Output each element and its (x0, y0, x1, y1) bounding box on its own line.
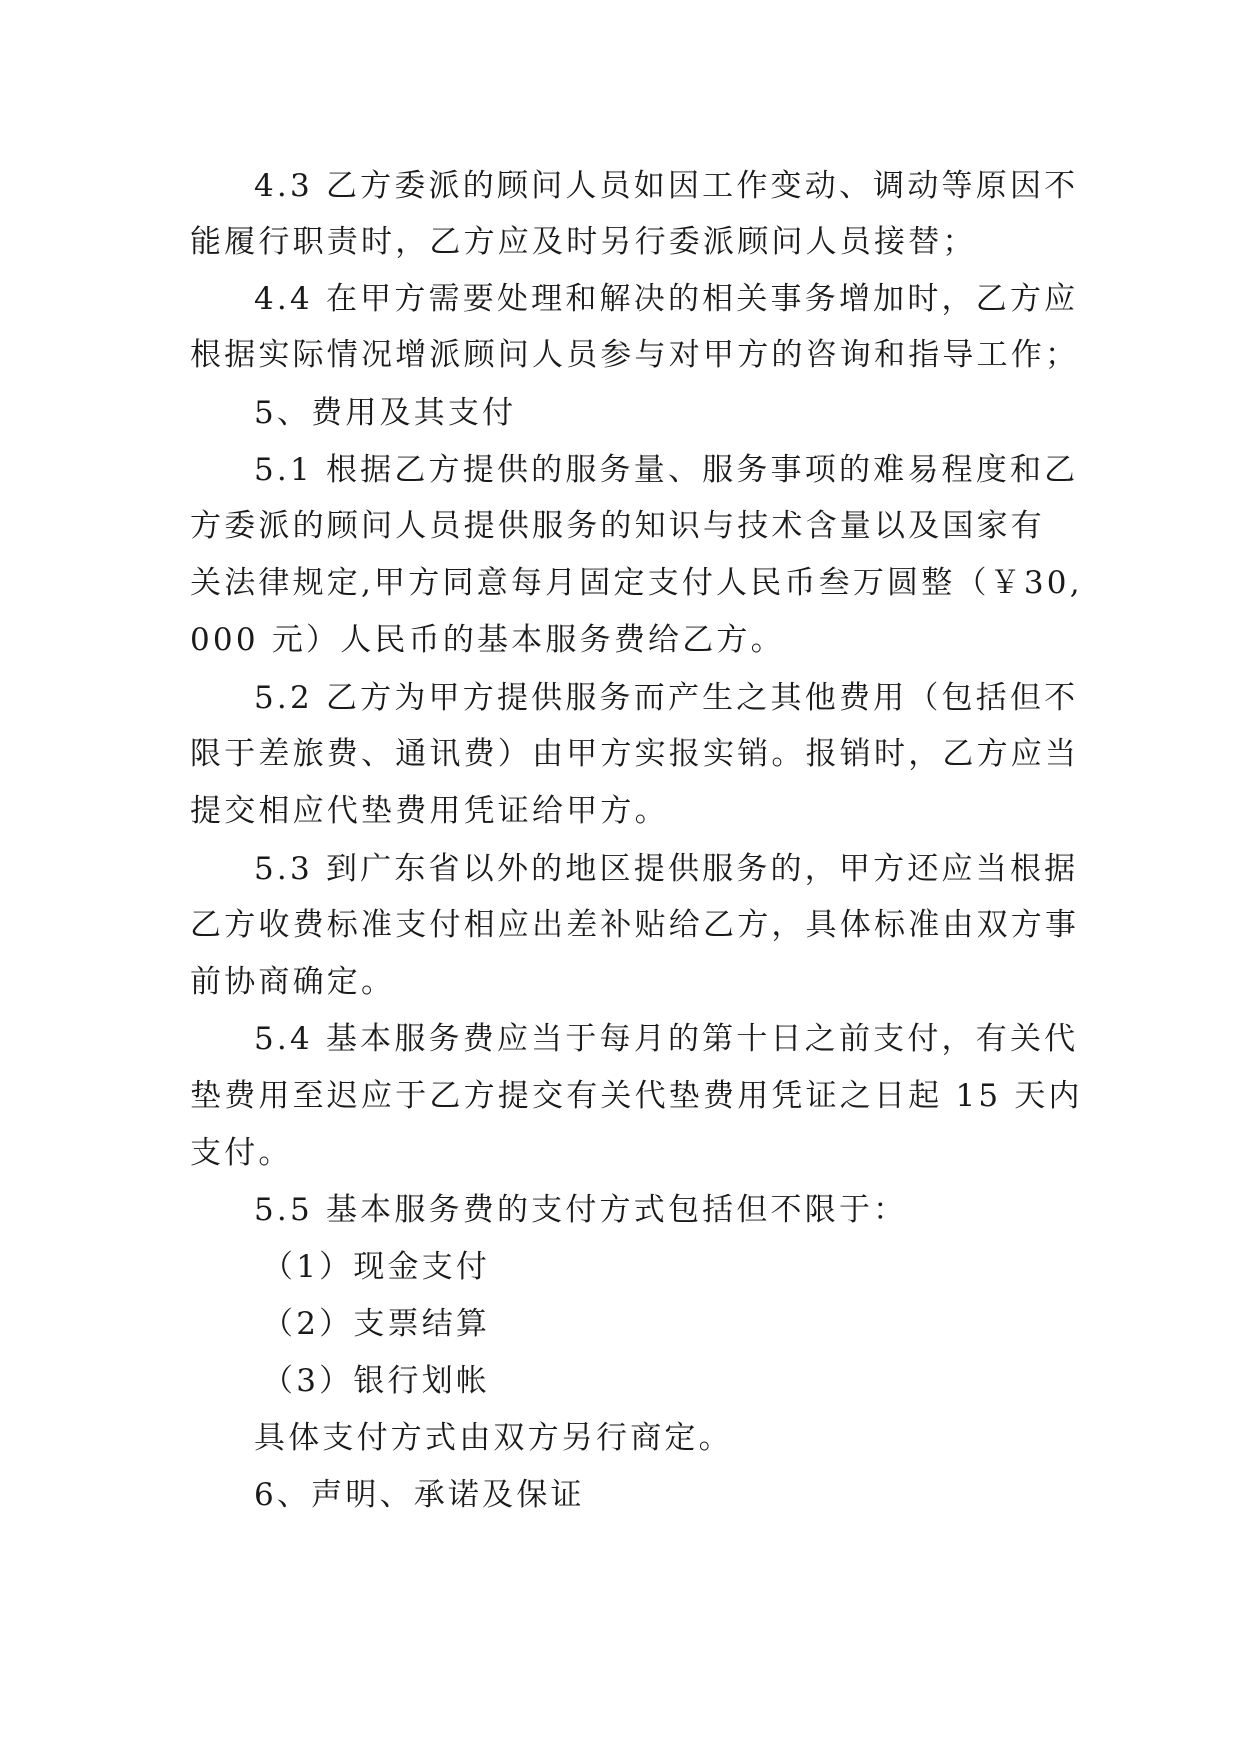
clause-5-4-line-3: 支付。 (190, 1135, 293, 1171)
section-5-heading: 5、费用及其支付 (254, 395, 517, 431)
clause-5-1-line-4: 000 元）人民币的基本服务费给乙方。 (190, 622, 785, 658)
clause-5-3-line-3: 前协商确定。 (190, 964, 396, 1000)
clause-5-3-line-2: 乙方收费标准支付相应出差补贴给乙方，具体标准由双方事 (190, 907, 1080, 943)
section-6-heading: 6、声明、承诺及保证 (254, 1477, 585, 1513)
clause-4-4-line-2: 根据实际情况增派顾问人员参与对甲方的咨询和指导工作； (190, 337, 1080, 373)
clause-5-4-line-2: 垫费用至迟应于乙方提交有关代垫费用凭证之日起 15 天内 (190, 1078, 1083, 1114)
clause-5-1-line-1: 5.1 根据乙方提供的服务量、服务事项的难易程度和乙 (254, 452, 1079, 488)
payment-method-note: 具体支付方式由双方另行商定。 (254, 1420, 733, 1456)
clause-5-4-line-1: 5.4 基本服务费应当于每月的第十日之前支付，有关代 (254, 1021, 1079, 1057)
payment-method-item-2: （2）支票结算 (262, 1306, 491, 1342)
clause-4-3-line-1: 4.3 乙方委派的顾问人员如因工作变动、调动等原因不 (254, 168, 1079, 204)
clause-5-2-line-2: 限于差旅费、通讯费）由甲方实报实销。报销时，乙方应当 (190, 736, 1080, 772)
payment-method-item-3: （3）银行划帐 (262, 1363, 491, 1399)
clause-5-5-line-1: 5.5 基本服务费的支付方式包括但不限于： (254, 1192, 908, 1228)
clause-5-2-line-3: 提交相应代垫费用凭证给甲方。 (190, 793, 669, 829)
clause-5-3-line-1: 5.3 到广东省以外的地区提供服务的，甲方还应当根据 (254, 851, 1079, 887)
clause-4-4-line-1: 4.4 在甲方需要处理和解决的相关事务增加时，乙方应 (254, 281, 1079, 317)
payment-method-item-1: （1）现金支付 (262, 1249, 491, 1285)
clause-4-3-line-2: 能履行职责时，乙方应及时另行委派顾问人员接替； (190, 224, 977, 260)
clause-5-1-line-2: 方委派的顾问人员提供服务的知识与技术含量以及国家有 (190, 508, 1045, 544)
clause-5-2-line-1: 5.2 乙方为甲方提供服务而产生之其他费用（包括但不 (254, 680, 1079, 716)
clause-5-1-line-3: 关法律规定,甲方同意每月固定支付人民币叁万圆整（￥30, (190, 565, 1083, 601)
